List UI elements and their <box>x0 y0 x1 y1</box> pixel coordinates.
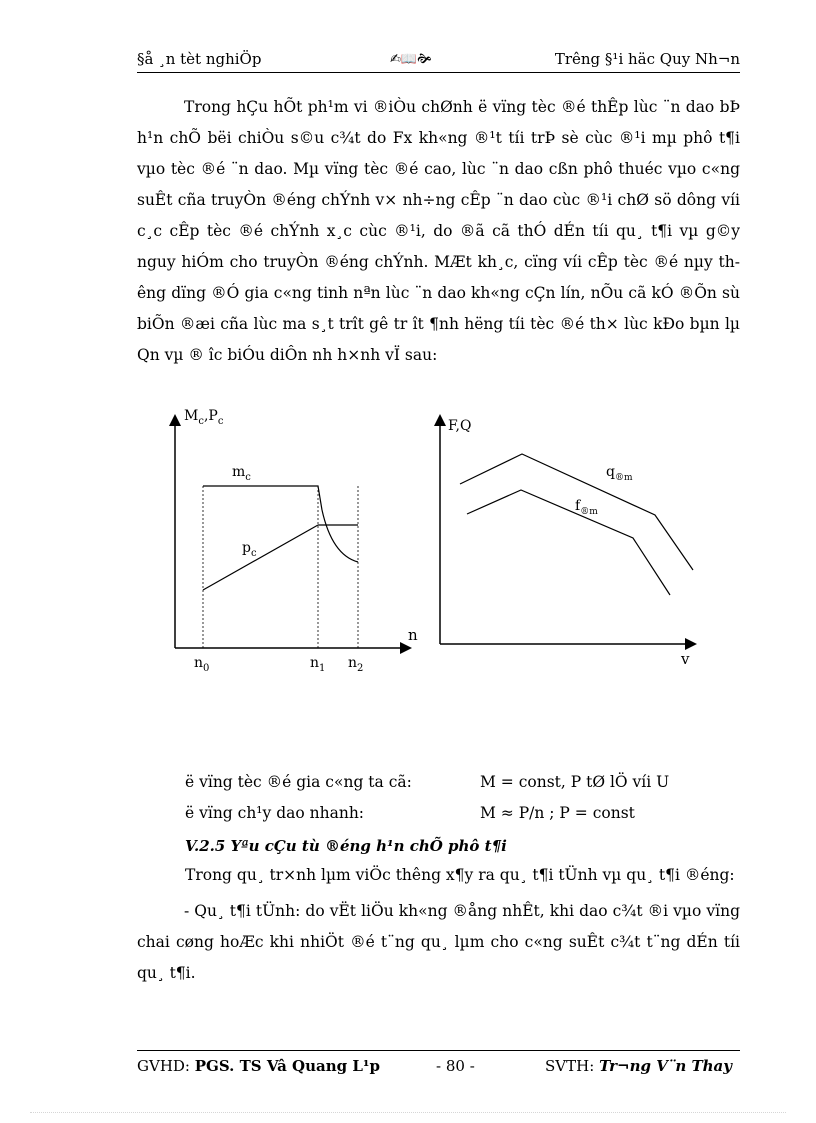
fig1-y-label: $M_c,P_c$ <box>184 408 224 427</box>
footer-gvhd <box>137 1057 380 1075</box>
row-1-formula: M = const, P tØ lÖ víi U <box>480 773 670 791</box>
tick-n2: $n_2$ <box>348 655 364 674</box>
figures-svg <box>160 400 720 690</box>
tick-n0: $n_0$ <box>194 655 210 674</box>
paragraph-2-line-1: Trong qu¸ tr×nh lµm viÖc thêng x¶y ra qu¸ t¶i tÜnh vµ qu¸ t¶i ®éng: <box>185 866 735 884</box>
header-left-text: §å ¸n tèt nghiÖp <box>137 50 262 68</box>
mc-curve <box>203 486 322 510</box>
row-2-formula: M ≈ P/n ; P = const <box>480 804 635 822</box>
f-curve <box>467 490 670 595</box>
mc-hyperbola <box>322 510 358 562</box>
fig2-x-label: v <box>681 650 690 668</box>
q-label: $q_{®m}$ <box>606 464 633 483</box>
f-label: $f_{®m}$ <box>575 498 598 517</box>
header-right-text: Trêng §¹i häc Quy Nh¬n <box>554 50 740 68</box>
footer-svth <box>545 1057 732 1075</box>
mc-label: $m_c$ <box>232 464 251 483</box>
paragraph-2-body: - Qu¸ t¶i tÜnh: do vËt liÖu kh«ng ®ång nhÊt, khi dao c¾t ®i vµo vïng chai cøng hoÆc khi nhiÖt ®é t¨ng qu¸ lµm cho c«ng suÊt c¾t t¨ng dÉn tíi qu¸ t¶i. <box>137 902 740 982</box>
fig2-y-label: F,Q <box>448 418 472 434</box>
row-1-label: ë vïng tèc ®é gia c«ng ta cã: <box>185 773 412 791</box>
pc-line <box>203 525 318 590</box>
pc-label: $p_c$ <box>242 540 257 559</box>
tick-n1: $n_1$ <box>310 655 326 674</box>
fig1-x-label: n <box>408 626 418 644</box>
figure-1 <box>175 408 418 674</box>
row-2-label: ë vïng ch¹y dao nhanh: <box>185 804 365 822</box>
header-ornament: ✍📖🙞 <box>390 52 432 67</box>
page-footer <box>137 1050 740 1081</box>
figure-2 <box>440 418 693 668</box>
section-heading: V.2.5 Yªu cÇu tù ®éng h¹n chÕ phô t¶i <box>185 837 507 855</box>
paragraph-intro: Trong hÇu hÕt ph¹m vi ®iÒu chØnh ë vïng tèc ®é thÊp lùc ¨n dao bÞ h¹n chÕ bëi chiÒu s©u c¾t do Fx kh«ng ®¹t tíi trÞ sè cùc ®¹i mµ phô t¶i vµo tèc ®é ¨n dao. Mµ vïng tèc ®é cao, lùc ¨n dao cßn phô thuéc vµo c«ng suÊt cña truyÒn ®éng chÝnh v× nh÷ng cÊp ¨n dao cùc ®¹i chØ sö dông víi c¸c cÊp tèc ®é chÝnh x¸c cùc ®¹i, do ®ã cã thÓ dÉn tíi qu¸ t¶i vµ g©y nguy hiÓm cho truyÒn ®éng chÝnh. MÆt kh¸c, cïng víi cÊp tèc ®é nµy thêng dïng ®Ó gia c«ng tinh nªn lùc ¨n dao kh«ng cÇn lín, nÕu cã kÓ ®Õn sù biÕn ®æi cña lùc ma s¸t trît gê tr ît ¶nh hëng tíi tèc ®é th× lùc kÐo bµn lµ Qn vµ ® îc biÓu diÔn nh h×nh vÏ sau: <box>137 98 740 364</box>
svth-label: SVTH: <box>545 1057 595 1075</box>
gvhd-name: PGS. TS Vâ Quang L¹p <box>194 1057 380 1075</box>
page-number: - 80 - <box>436 1057 475 1075</box>
svth-name: Tr¬ng V¨n Thay <box>599 1057 732 1075</box>
page-header <box>137 50 740 73</box>
bottom-dotted-border <box>30 1112 786 1113</box>
gvhd-label: GVHD: <box>137 1057 190 1075</box>
